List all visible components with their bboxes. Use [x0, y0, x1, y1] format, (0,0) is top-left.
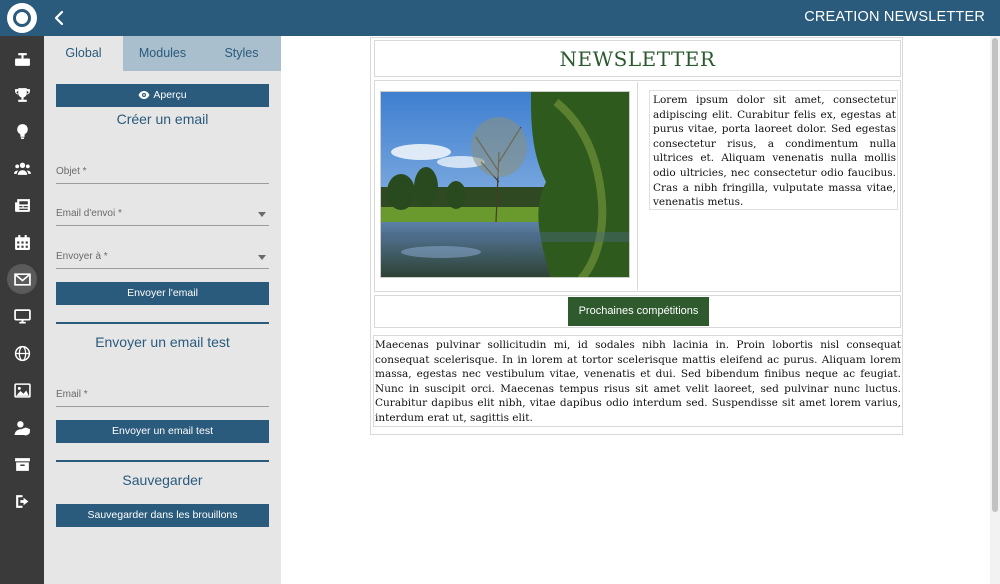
globe-icon[interactable]: [7, 338, 37, 368]
tab-modules[interactable]: Modules: [138, 46, 187, 60]
scrollbar-thumb[interactable]: [992, 38, 998, 512]
send-test-email-button[interactable]: Envoyer un email test: [56, 420, 269, 443]
recipient-label: Envoyer à *: [56, 251, 108, 262]
intro-text[interactable]: Lorem ipsum dolor sit amet, consectetur adipiscing elit. Curabitur felis ex, egestas at purus vitae, porta laoreet dolor. Sed egestas consectetur risus, a condimentum nulla ultrices et. Aliquam venenatis nulla mollis odio ultricies, nec consectetur odio faucibus. Cras a nibh fringilla, vulputate massa vitae, venenatis metus.: [649, 90, 898, 210]
newsletter-canvas: [370, 37, 903, 435]
test-email-title: Envoyer un email test: [95, 334, 230, 350]
lightbulb-icon[interactable]: [7, 116, 37, 146]
next-competitions-button[interactable]: Prochaines compétitions: [568, 297, 709, 326]
preview-button[interactable]: [56, 84, 269, 107]
newspaper-icon[interactable]: [7, 190, 37, 220]
eye-icon: [138, 86, 150, 109]
envelope-icon[interactable]: [7, 264, 37, 294]
subject-field[interactable]: [56, 164, 269, 184]
save-title: Sauvegarder: [122, 472, 203, 488]
back-arrow-icon[interactable]: [52, 6, 68, 30]
sender-label: Email d'envoi *: [56, 208, 122, 219]
editor-panel: [44, 36, 281, 584]
recipient-select[interactable]: [56, 249, 269, 269]
section-divider: [56, 460, 269, 462]
test-email-label: Email *: [56, 389, 88, 400]
dropdown-caret-icon: [258, 255, 266, 260]
monitor-icon[interactable]: [7, 301, 37, 331]
image-text-module[interactable]: [374, 80, 901, 292]
tab-global[interactable]: Global: [44, 36, 123, 71]
users-icon[interactable]: [7, 153, 37, 183]
image-cell[interactable]: [376, 82, 638, 290]
body-text[interactable]: Maecenas pulvinar sollicitudin mi, id sodales nibh lacinia in. Proin lobortis nisl consequat consequat scelerisque. In in lorem at tortor scelerisque mattis eleifend ac purus. Aliquam lorem massa, egestas nec vestibulum vitae, venenatis et dui. Sed bibendum finibus neque ac feugiat. Nunc in suscipit orci. Maecenas tempus risus sit amet velit laoreet, sed pulvinar nunc luctus. Curabitur dapibus elit nibh, vitae dapibus odio interdum sed. Suspendisse sit amet lorem varius, interdum erat ut, sagittis elit.: [373, 335, 903, 427]
page-title: CREATION NEWSLETTER: [804, 9, 985, 25]
save-draft-button[interactable]: Sauvegarder dans les brouillons: [56, 504, 269, 527]
preview-label: Aperçu: [153, 89, 187, 101]
app-logo[interactable]: [7, 3, 37, 33]
sender-select[interactable]: [56, 206, 269, 226]
top-bar: [0, 0, 1000, 36]
panel-tabs: [44, 36, 281, 71]
logout-icon[interactable]: [7, 486, 37, 516]
keyboard-icon[interactable]: [7, 44, 37, 74]
tab-styles[interactable]: Styles: [224, 46, 259, 60]
calendar-icon[interactable]: [7, 227, 37, 257]
section-divider: [56, 322, 269, 324]
user-shield-icon[interactable]: [7, 412, 37, 442]
image-icon[interactable]: [7, 375, 37, 405]
test-email-field[interactable]: [56, 387, 269, 407]
page-scrollbar[interactable]: [990, 36, 1000, 584]
button-module[interactable]: [374, 295, 901, 328]
send-email-button[interactable]: Envoyer l'email: [56, 282, 269, 305]
trophy-icon[interactable]: [7, 80, 37, 110]
archive-icon[interactable]: [7, 449, 37, 479]
dropdown-caret-icon: [258, 212, 266, 217]
subject-label: Objet *: [56, 166, 87, 177]
newsletter-title[interactable]: NEWSLETTER: [374, 40, 901, 77]
icon-rail: [0, 36, 44, 584]
park-photo[interactable]: [380, 91, 630, 278]
create-email-title: Créer un email: [116, 111, 209, 127]
